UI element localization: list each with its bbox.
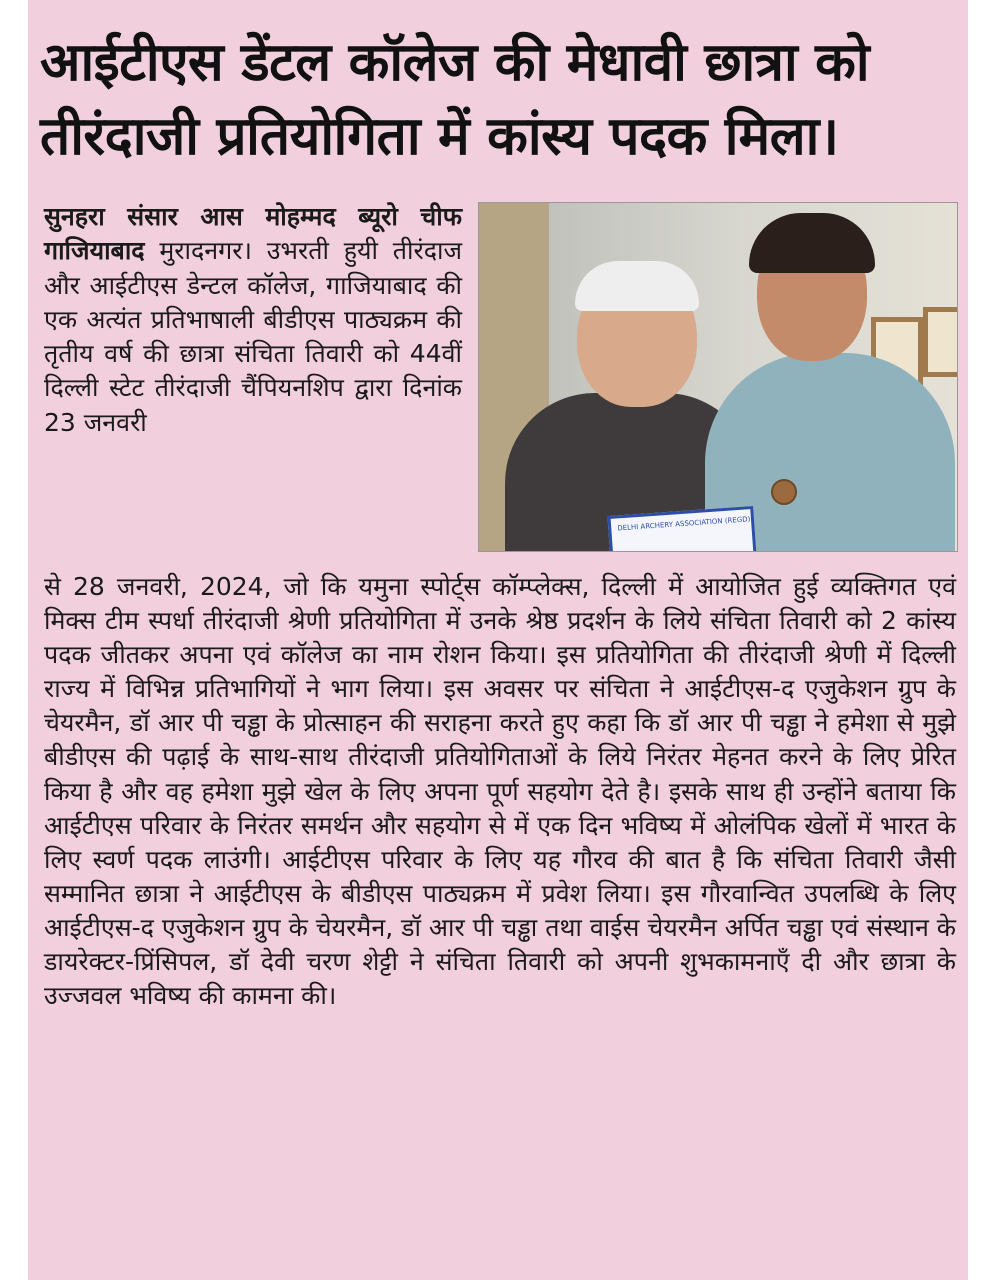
cut-off-next-headline <box>48 1244 848 1280</box>
byline: सुनहरा संसार आस मोहम्मद ब्यूरो चीफ गाजियाबाद <box>44 202 462 266</box>
news-photo <box>478 202 958 552</box>
headline <box>40 26 960 174</box>
certificate-text: DELHI ARCHERY ASSOCIATION (REGD) <box>617 515 751 533</box>
newspaper-clipping <box>28 0 968 1280</box>
headline-line-1: आईटीएस डेंटल कॉलेज की मेधावी छात्रा को <box>40 32 870 93</box>
article-body-narrow-column <box>44 200 462 440</box>
headline-line-2: तीरंदाजी प्रतियोगिता में कांस्य पदक मिला। <box>40 106 839 167</box>
cut-off-previous-line <box>48 0 848 12</box>
photo-person-man-hair <box>575 261 699 311</box>
article-body-wide-column <box>44 570 956 1013</box>
dateline: मुरादनगर। <box>159 236 252 266</box>
medal-icon <box>771 479 797 505</box>
wall-frame <box>923 307 958 377</box>
article-text-part-1: उभरती हुयी तीरंदाज और आईटीएस डेन्टल कॉलेज, गाजियाबाद की एक अत्यंत प्रतिभाषाली बीडीएस पाठ्यक्रम की तृतीय वर्ष की छात्रा संचिता तिवारी को 44वीं दिल्ली स्टेट तीरंदाजी चैंपियनशिप द्वारा दिनांक 23 जनवरी <box>44 236 462 437</box>
article-text-part-2: से 28 जनवरी, 2024, जो कि यमुना स्पोर्ट्स कॉम्प्लेक्स, दिल्ली में आयोजित हुई व्यक्तिगत एवं मिक्स टीम स्पर्धा तीरंदाजी श्रेणी प्रतियोगिता में उनके श्रेष्ठ प्रदर्शन के लिये संचिता तिवारी को 2 कांस्य पदक जीतकर अपना एवं कॉलेज का नाम रोशन किया। इस प्रतियोगिता की तीरंदाजी श्रेणी में दिल्ली राज्य में विभिन्न प्रतिभागियों ने भाग लिया। इस अवसर पर संचिता ने आईटीएस-द एजुकेशन ग्रुप के चेयरमैन, डॉ आर पी चड्ढा के प्रोत्साहन की सराहना करते हुए कहा कि डॉ आर पी चड्ढा ने हमेशा से मुझे बीडीएस की पढ़ाई के साथ-साथ तीरंदाजी प्रतियोगिताओं के लिये निरंतर मेहनत करने के लिए प्रेरित किया है और वह हमेशा मुझे खेल के लिए अपना पूर्ण सहयोग देते है। इसके साथ ही उन्होंने बताया कि आईटीएस परिवार के निरंतर समर्थन और सहयोग से में एक दिन भविष्य में ओलंपिक खेलों में भारत के लिए स्वर्ण पदक लाउंगी। आईटीएस परिवार के लिए यह गौरव की बात है कि संचिता तिवारी जैसी सम्मानित छात्रा ने आईटीएस के बीडीएस पाठ्यक्रम में प्रवेश लिया। इस गौरवान्वित उपलब्धि के लिए आईटीएस-द एजुकेशन ग्रुप के चेयरमैन, डॉ आर पी चड्ढा तथा वाईस चेयरमैन अर्पित चड्ढा एवं संस्थान के डायरेक्टर-प्रिंसिपल, डॉ देवी चरण शेट्टी ने संचिता तिवारी को अपनी शुभकामनाएँ दी और छात्रा के उज्जवल भविष्य की कामना की। <box>44 572 956 1011</box>
